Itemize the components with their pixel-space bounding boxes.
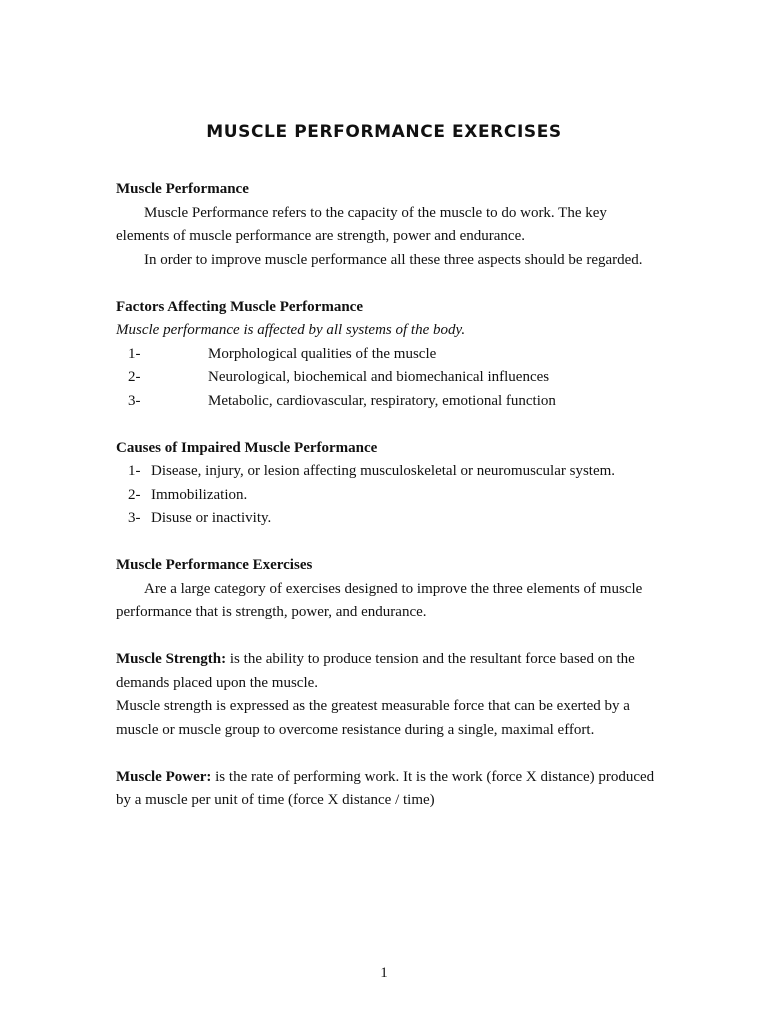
power-definition: is the rate of performing work. It is the work (force X distance) produced by a muscle per unit of time (force X distance / time)	[116, 768, 655, 808]
list-item	[116, 460, 656, 484]
list-text: Morphological qualities of the muscle	[208, 345, 437, 362]
page-number: 1	[380, 965, 388, 981]
list-item	[116, 390, 656, 414]
paragraph-performance-improve: In order to improve muscle performance all these three aspects should be regarded.	[144, 251, 643, 268]
paragraph-power-definition	[116, 766, 656, 813]
term-muscle-power: Muscle Power:	[116, 768, 212, 785]
paragraph-performance-definition: Muscle Performance refers to the capacity of the muscle to do work. The key elements of muscle performance are strength, power and endurance.	[116, 204, 607, 244]
paragraph-strength-expression: Muscle strength is expressed as the greatest measurable force that can be exerted by a muscle or muscle group to overcome resistance during a single, maximal effort.	[116, 698, 630, 738]
list-number: 3-	[128, 392, 141, 409]
list-item	[116, 507, 656, 531]
list-text: Disuse or inactivity.	[151, 510, 272, 526]
strength-definition: is the ability to produce tension and the resultant force based on the demands placed upon the muscle.	[116, 651, 635, 691]
list-number: 3-	[128, 510, 141, 526]
heading-exercises: Muscle Performance Exercises	[116, 557, 313, 573]
heading-factors: Factors Affecting Muscle Performance	[116, 298, 363, 315]
list-text: Disease, injury, or lesion affecting musculoskeletal or neuromuscular system.	[151, 463, 616, 479]
list-item	[116, 366, 656, 390]
list-item	[116, 343, 656, 367]
list-number: 1-	[128, 463, 141, 479]
factors-intro: Muscle performance is affected by all systems of the body.	[116, 322, 466, 338]
list-item	[116, 484, 656, 508]
list-number: 2-	[128, 369, 141, 385]
heading-causes: Causes of Impaired Muscle Performance	[116, 439, 378, 456]
document-body	[116, 178, 656, 813]
list-text: Immobilization.	[151, 486, 248, 503]
list-text: Neurological, biochemical and biomechanical influences	[208, 369, 550, 385]
term-muscle-strength: Muscle Strength:	[116, 651, 227, 667]
document-title: MUSCLE PERFORMANCE EXERCISES	[206, 122, 562, 142]
list-number: 1-	[128, 345, 141, 362]
list-text: Metabolic, cardiovascular, respiratory, emotional function	[208, 392, 556, 409]
paragraph-exercises: Are a large category of exercises designed to improve the three elements of muscle performance that is strength, power, and endurance.	[116, 580, 643, 620]
list-number: 2-	[128, 486, 141, 503]
paragraph-strength-definition	[116, 648, 656, 695]
heading-muscle-performance: Muscle Performance	[116, 181, 249, 197]
